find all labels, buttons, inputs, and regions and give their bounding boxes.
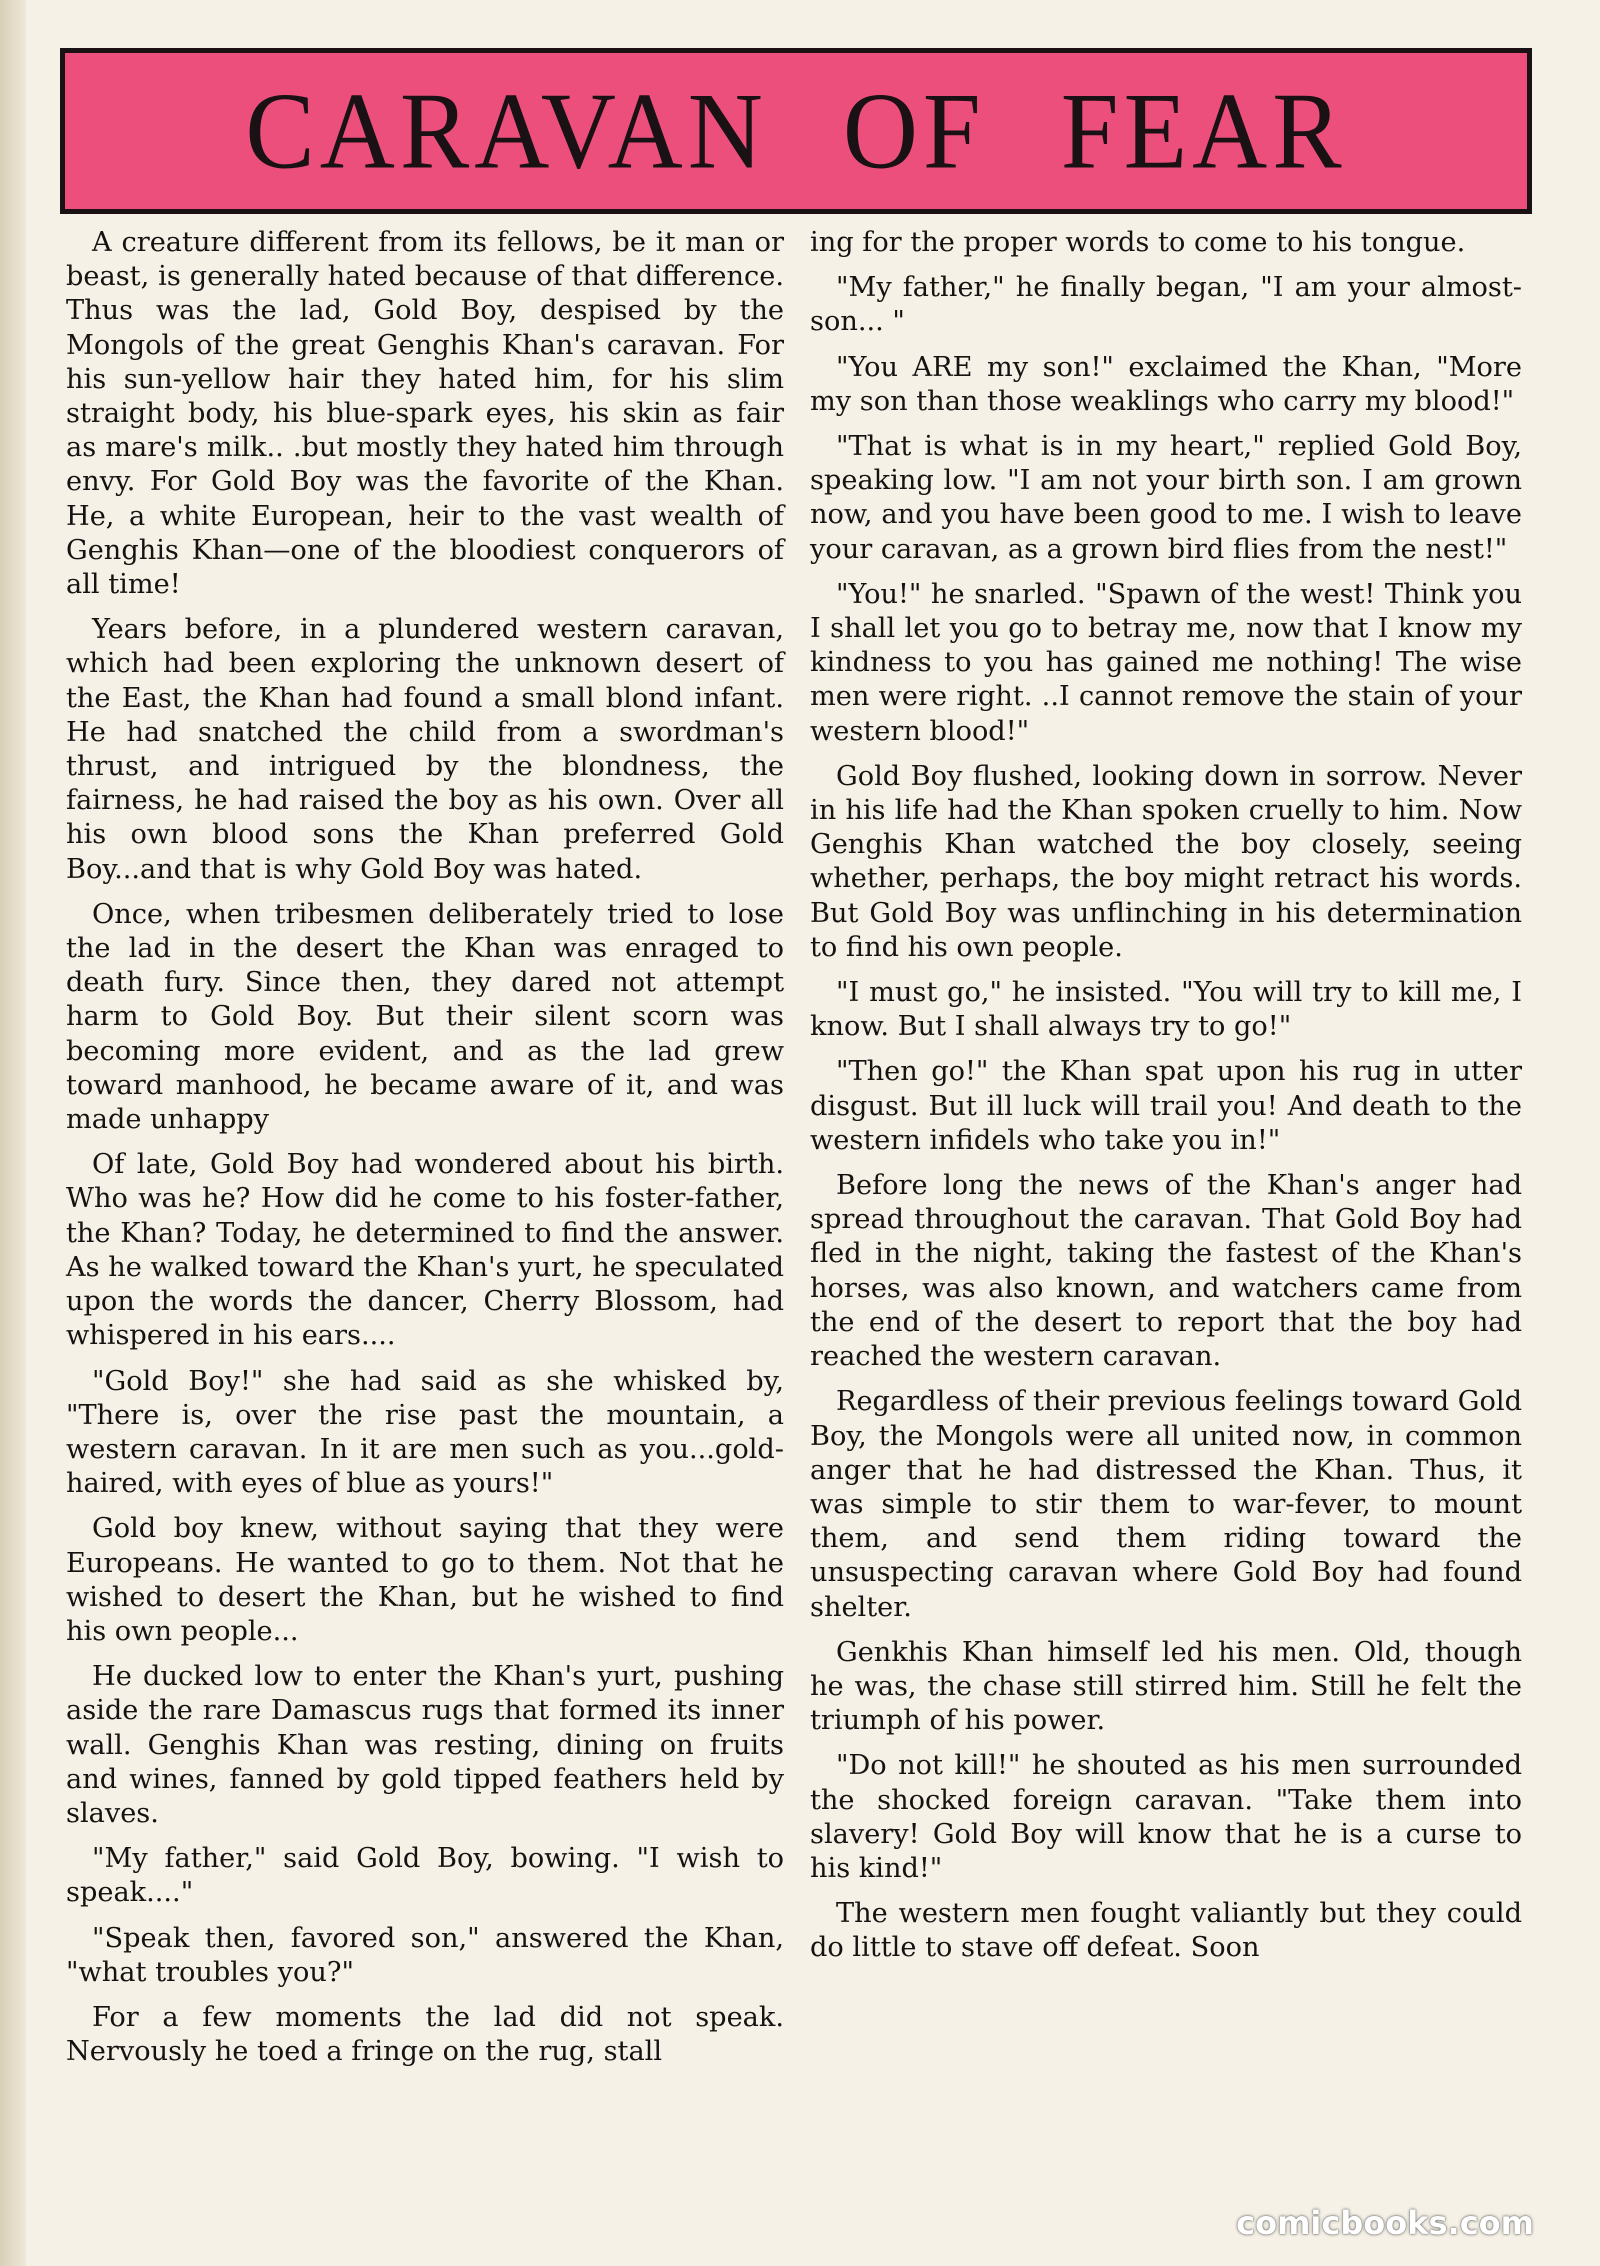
- paragraph: "You!" he snarled. "Spawn of the west! Think you I shall let you go to betray me, now that I know my kindness to you has gained me nothing! The wise men were right. ..I cannot remove the stain of your western blood!": [810, 578, 1522, 747]
- paragraph: Gold Boy flushed, looking down in sorrow. Never in his life had the Khan spoken cruelly to him. Now Genghis Khan watched the boy closely, seeing whether, perhaps, the boy might retract his words. But Gold Boy was unflinching in his determination to find his own people.: [810, 760, 1522, 963]
- page-gutter: [0, 0, 26, 2266]
- paragraph: Once, when tribesmen deliberately tried to lose the lad in the desert the Khan was enraged to death fury. Since then, they dared not attempt harm to Gold Boy. But their silent scorn was becoming more evident, and as the lad grew toward manhood, he became aware of it, and was made unhappy: [66, 898, 784, 1136]
- paragraph: "Gold Boy!" she had said as she whisked by, "There is, over the rise past the mountain, a western caravan. In it are men such as you...gold-haired, with eyes of blue as yours!": [66, 1365, 784, 1500]
- paragraph-continuation: ing for the proper words to come to his tongue.: [810, 227, 1466, 258]
- paragraph: For a few moments the lad did not speak. Nervously he toed a fringe on the rug, stall: [66, 2001, 784, 2068]
- story-title: CARAVAN OF FEAR: [245, 70, 1347, 192]
- paragraph: "My father," he finally began, "I am your almost-son... ": [810, 272, 1522, 338]
- paragraph: Genkhis Khan himself led his men. Old, though he was, the chase still stirred him. Still he felt the triumph of his power.: [810, 1636, 1522, 1737]
- left-text-column: [66, 226, 784, 2080]
- paragraph: "I must go," he insisted. "You will try to kill me, I know. But I shall always try to go!": [810, 977, 1522, 1043]
- paragraph: A creature different from its fellows, be it man or beast, is generally hated because of that difference. Thus was the lad, Gold Boy, despised by the Mongols of the great Genghis Khan's caravan. For his sun-yellow hair they hated him, for his slim straight body, his blue-spark eyes, his skin as fair as mare's milk.. .but mostly they hated him through envy. For Gold Boy was the favorite of the Khan. He, a white European, heir to the vast wealth of Genghis Khan—one of the bloodiest conquerors of all time!: [66, 227, 784, 601]
- paragraph: Of late, Gold Boy had wondered about his birth. Who was he? How did he come to his foster-father, the Khan? Today, he determined to find the answer. As he walked toward the Khan's yurt, he speculated upon the words the dancer, Cherry Blossom, had whispered in his ears....: [66, 1149, 784, 1352]
- paragraph: Before long the news of the Khan's anger had spread throughout the caravan. That Gold Boy had fled in the night, taking the fastest of the Khan's horses, was also known, and watchers came from the end of the desert to report that the boy had reached the western caravan.: [810, 1170, 1522, 1373]
- paragraph: "That is what is in my heart," replied Gold Boy, speaking low. "I am not your birth son. I am grown now, and you have been good to me. I wish to leave your caravan, as a grown bird flies from the nest!": [810, 431, 1522, 565]
- paragraph: He ducked low to enter the Khan's yurt, pushing aside the rare Damascus rugs that formed its inner wall. Genghis Khan was resting, dining on fruits and wines, fanned by gold tipped feathers held by slaves.: [66, 1661, 784, 1829]
- paragraph: Regardless of their previous feelings toward Gold Boy, the Mongols were all united now, in common anger that he had distressed the Khan. Thus, it was simple to stir them to war-fever, to mount them, and send them riding toward the unsuspecting caravan where Gold Boy had found shelter.: [810, 1386, 1522, 1623]
- paragraph: The western men fought valiantly but they could do little to stave off defeat. Soon: [810, 1898, 1522, 1964]
- paragraph: "Do not kill!" he shouted as his men surrounded the shocked foreign caravan. "Take them into slavery! Gold Boy will know that he is a curse to his kind!": [810, 1750, 1522, 1884]
- title-banner: [60, 48, 1532, 214]
- paragraph: Gold boy knew, without saying that they were Europeans. He wanted to go to them. Not that he wished to desert the Khan, but he wished to find his own people...: [66, 1513, 784, 1647]
- paragraph: "You ARE my son!" exclaimed the Khan, "More my son than those weaklings who carry my blood!": [810, 351, 1522, 417]
- site-watermark: comicbooks.com: [1236, 2204, 1534, 2242]
- paragraph: Years before, in a plundered western caravan, which had been exploring the unknown desert of the East, the Khan had found a small blond infant. He had snatched the child from a swordman's thrust, and intrigued by the blondness, the fairness, he had raised the boy as his own. Over all his own blood sons the Khan preferred Gold Boy...and that is why Gold Boy was hated.: [66, 614, 784, 885]
- paragraph: "Then go!" the Khan spat upon his rug in utter disgust. But ill luck will trail you! And death to the western infidels who take you in!": [810, 1056, 1522, 1156]
- paragraph: "Speak then, favored son," answered the Khan, "what troubles you?": [66, 1922, 784, 1988]
- right-text-column: [810, 226, 1522, 1977]
- paragraph: "My father," said Gold Boy, bowing. "I wish to speak....": [66, 1843, 784, 1909]
